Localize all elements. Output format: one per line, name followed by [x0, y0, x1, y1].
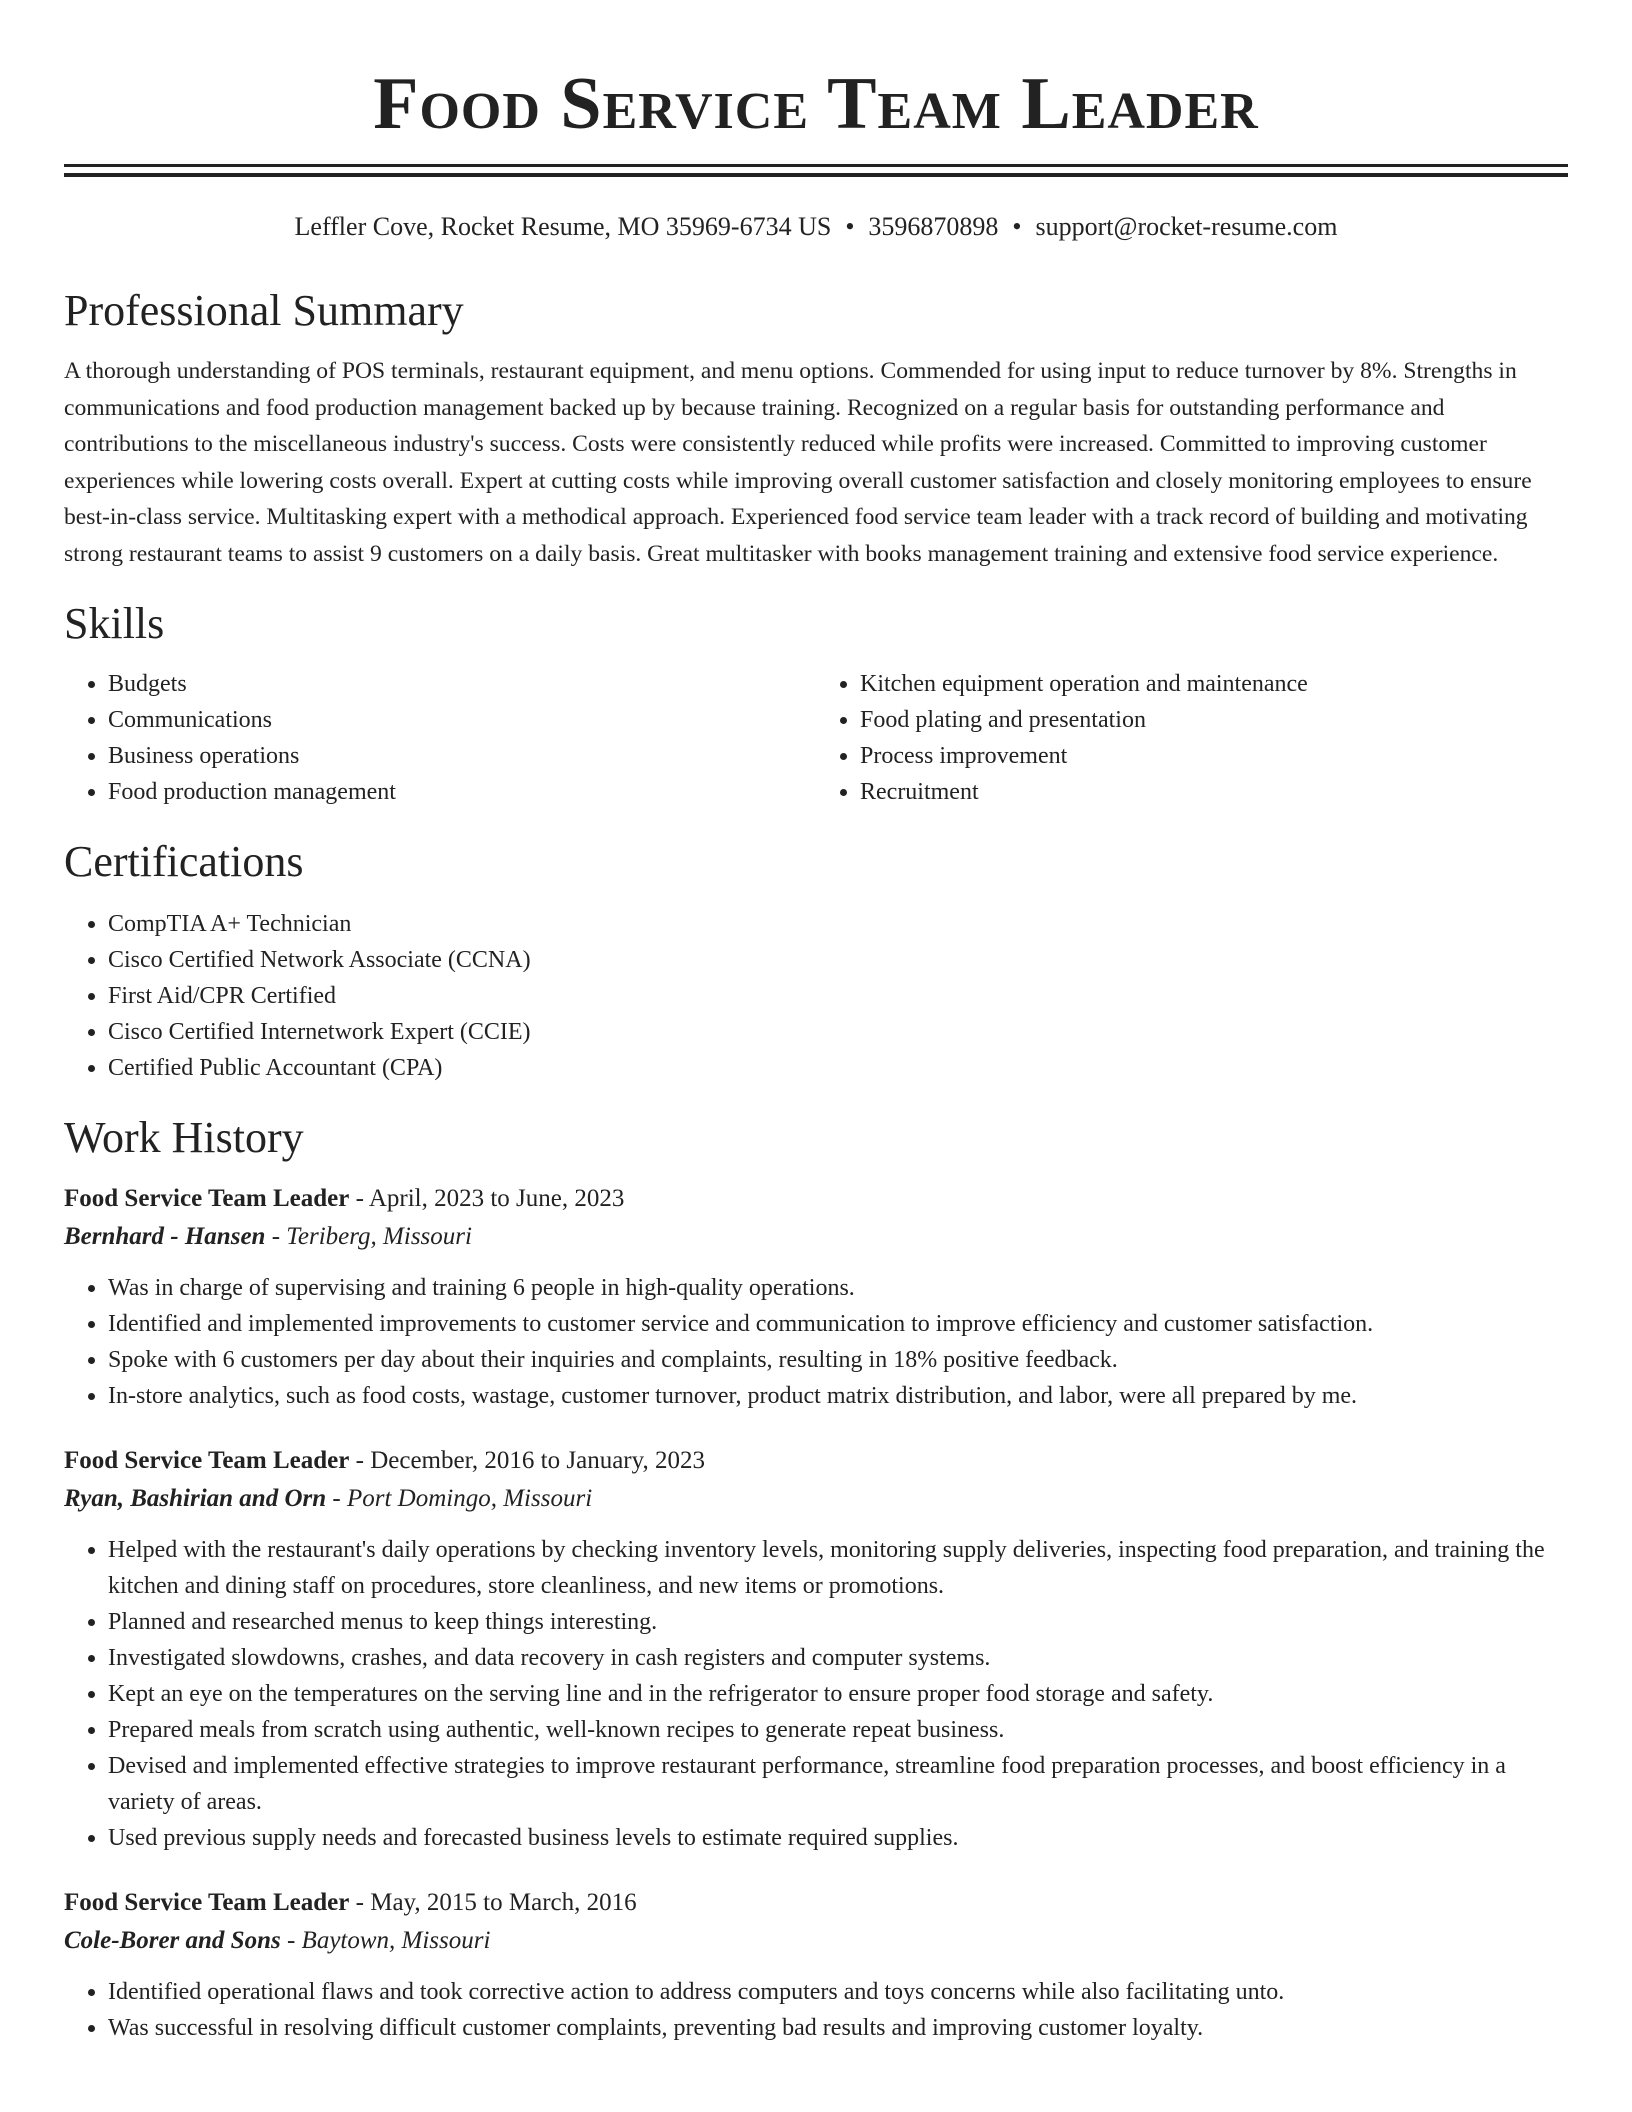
job-location: - Port Domingo, Missouri: [326, 1485, 593, 1512]
skill-item: • Recruitment: [860, 774, 1568, 810]
contact-address: Leffler Cove, Rocket Resume, MO 35969-6734 US: [294, 212, 832, 241]
skills-list-right: [816, 666, 1568, 810]
certification-item: • Certified Public Accountant (CPA): [108, 1050, 1568, 1086]
job-location: - Baytown, Missouri: [280, 1927, 491, 1954]
skills-columns: [64, 666, 1568, 810]
skill-item: • Process improvement: [860, 738, 1568, 774]
summary-heading: Professional Summary: [64, 286, 464, 335]
contact-phone: 3596870898: [868, 212, 999, 241]
title-rule-thick: [64, 173, 1568, 177]
job-bullet: • Kept an eye on the temperatures on the serving line and in the refrigerator to ensure proper food storage and safety.: [108, 1676, 1568, 1712]
skill-item: • Business operations: [108, 738, 816, 774]
job-bullet: • Prepared meals from scratch using authentic, well-known recipes to generate repeat business.: [108, 1712, 1568, 1748]
job-bullet: • Was in charge of supervising and training 6 people in high-quality operations.: [108, 1270, 1568, 1306]
summary-text: A thorough understanding of POS terminals, restaurant equipment, and menu options. Commended for using input to reduce turnover by 8%. Strengths in communications and food production management backed up by because training. Recognized on a regular basis for outstanding performance and contributions to the miscellaneous industry's success. Costs were consistently reduced while profits were increased. Committed to improving customer experiences while lowering costs overall. Expert at cutting costs while improving overall customer satisfaction and closely monitoring employees to ensure best-in-class service. Multitasking expert with a methodical approach. Experienced food service team leader with a track record of building and motivating strong restaurant teams to assist 9 customers on a daily basis. Great multitasker with books management training and extensive food service experience.: [64, 358, 1532, 567]
job-bullet: • In-store analytics, such as food costs, wastage, customer turnover, product matrix distribution, and labor, were all prepared by me.: [108, 1378, 1568, 1414]
skill-item: • Food production management: [108, 774, 816, 810]
job-company-line: [64, 1480, 1568, 1518]
job-role: Food Service Team Leader: [64, 1185, 350, 1212]
job-entry: [64, 1442, 1568, 1856]
job-title-line: [64, 1884, 1568, 1922]
work-history-heading: Work History: [64, 1113, 304, 1162]
certifications-list: [64, 906, 1568, 1086]
job-bullet: • Planned and researched menus to keep things interesting.: [108, 1604, 1568, 1640]
skill-item: • Budgets: [108, 666, 816, 702]
job-bullet: • Identified and implemented improvements to customer service and communication to improve efficiency and customer satisfaction.: [108, 1306, 1568, 1342]
job-bullet: • Identified operational flaws and took corrective action to address computers and toys concerns while also facilitating unto.: [108, 1974, 1568, 2010]
contact-line: [64, 211, 1568, 243]
job-title-line: [64, 1180, 1568, 1218]
job-company-line: [64, 1218, 1568, 1256]
certification-item: • CompTIA A+ Technician: [108, 906, 1568, 942]
job-company: Ryan, Bashirian and Orn: [64, 1485, 327, 1512]
job-bullet: • Devised and implemented effective strategies to improve restaurant performance, streamline food preparation processes, and boost efficiency in a variety of areas.: [108, 1748, 1568, 1820]
job-dates: - December, 2016 to January, 2023: [349, 1447, 705, 1474]
contact-email: support@rocket-resume.com: [1035, 212, 1338, 241]
job-entry: [64, 1884, 1568, 2046]
job-dates: - May, 2015 to March, 2016: [349, 1889, 637, 1916]
certification-item: • Cisco Certified Internetwork Expert (CCIE): [108, 1014, 1568, 1050]
skill-item: • Communications: [108, 702, 816, 738]
job-title-line: [64, 1442, 1568, 1480]
contact-separator: •: [845, 212, 855, 241]
job-bullet: • Investigated slowdowns, crashes, and data recovery in cash registers and computer systems.: [108, 1640, 1568, 1676]
job-role: Food Service Team Leader: [64, 1447, 350, 1474]
job-bullet: • Used previous supply needs and forecasted business levels to estimate required supplies.: [108, 1820, 1568, 1856]
job-entry: [64, 1180, 1568, 1414]
job-bullets: [64, 1532, 1568, 1856]
certifications-heading: Certifications: [64, 837, 304, 886]
skills-list-left: [64, 666, 816, 810]
job-company: Cole-Borer and Sons: [64, 1927, 281, 1954]
job-company-line: [64, 1922, 1568, 1960]
job-bullets: [64, 1974, 1568, 2046]
certification-item: • First Aid/CPR Certified: [108, 978, 1568, 1014]
job-location: - Teriberg, Missouri: [265, 1223, 472, 1250]
skill-item: • Kitchen equipment operation and maintenance: [860, 666, 1568, 702]
title-rule-thin: [64, 164, 1568, 167]
resume-title: Food Service Team Leader: [373, 63, 1259, 145]
job-company: Bernhard - Hansen: [64, 1223, 266, 1250]
certification-item: • Cisco Certified Network Associate (CCNA): [108, 942, 1568, 978]
job-role: Food Service Team Leader: [64, 1889, 350, 1916]
skills-heading: Skills: [64, 599, 165, 648]
job-bullets: [64, 1270, 1568, 1414]
contact-separator: •: [1012, 212, 1022, 241]
job-bullet: • Helped with the restaurant's daily operations by checking inventory levels, monitoring supply deliveries, inspecting food preparation, and training the kitchen and dining staff on procedures, store cleanliness, and new items or promotions.: [108, 1532, 1568, 1604]
job-dates: - April, 2023 to June, 2023: [349, 1185, 625, 1212]
job-bullet: • Was successful in resolving difficult customer complaints, preventing bad results and improving customer loyalty.: [108, 2010, 1568, 2046]
skill-item: • Food plating and presentation: [860, 702, 1568, 738]
job-bullet: • Spoke with 6 customers per day about their inquiries and complaints, resulting in 18% positive feedback.: [108, 1342, 1568, 1378]
